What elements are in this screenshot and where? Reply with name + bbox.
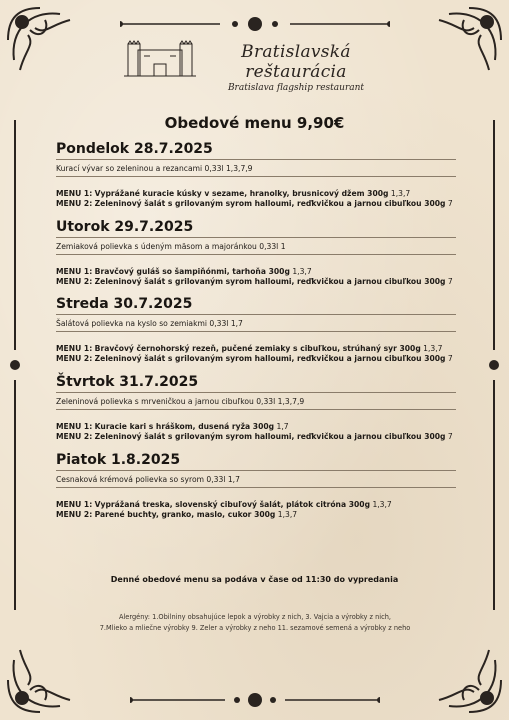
menu2-line xyxy=(56,354,456,364)
menu2-allergens: 7 xyxy=(447,277,453,286)
soup-line: Zemiaková polievka s údeným mäsom a majoránkou 0,33l 1 xyxy=(56,242,286,251)
brand-subtitle: Bratislava flagship restaurant xyxy=(227,83,365,93)
brand-block xyxy=(196,42,396,93)
menu2-allergens: 7 xyxy=(447,199,453,208)
serving-time-note: Denné obedové menu sa podáva v čase od 11:30 do vypredania xyxy=(110,575,399,584)
menu2-text: Parené buchty, granko, maslo, cukor 300g xyxy=(94,510,276,519)
corner-ornament-bottom-right xyxy=(419,630,509,720)
castle-logo-icon xyxy=(124,36,196,80)
menu1-allergens: 1,3,7 xyxy=(292,267,312,276)
menu2-text: Zeleninový šalát s grilovaným syrom halloumi, reďkvičkou a jarnou cibuľkou 300g xyxy=(94,432,446,441)
menu2-line xyxy=(56,277,456,287)
menu1-allergens: 1,3,7 xyxy=(423,344,443,353)
corner-ornament-top-right xyxy=(419,0,509,90)
soup-line: Cesnaková krémová polievka so syrom 0,33l 1,7 xyxy=(56,475,240,484)
menu1-text: Bravčový černohorský rezeň, pučené zemiaky s cibuľkou, strúhaný syr 300g xyxy=(94,344,421,353)
day-heading: Pondelok 28.7.2025 xyxy=(56,141,213,157)
day-heading: Štvrtok 31.7.2025 xyxy=(56,374,199,390)
top-divider-ornament xyxy=(120,14,390,34)
menu2-label: MENU 2: xyxy=(56,199,93,208)
menu2-text: Zeleninový šalát s grilovaným syrom halloumi, reďkvičkou a jarnou cibuľkou 300g xyxy=(94,354,446,363)
menu2-allergens: 7 xyxy=(447,354,453,363)
menu1-label: MENU 1: xyxy=(56,500,93,509)
day-heading: Utorok 29.7.2025 xyxy=(56,219,194,235)
menu2-allergens: 1,3,7 xyxy=(277,510,298,519)
day-divider xyxy=(56,159,456,160)
menu1-text: Vyprážané kuracie kúsky v sezame, hranolky, brusnicový džem 300g xyxy=(94,189,389,198)
allergens-line-2: 7.Mlieko a mliečne výrobky 9. Zeler a výrobky z neho 11. sezamové semená a výrobky z neho xyxy=(99,624,411,632)
corner-ornament-top-left xyxy=(0,0,90,90)
menu2-line xyxy=(56,510,456,520)
menu1-line xyxy=(56,500,456,510)
menu2-line xyxy=(56,432,456,442)
menu1-allergens: 1,3,7 xyxy=(390,189,411,198)
corner-ornament-bottom-left xyxy=(0,630,90,720)
menu1-line xyxy=(56,422,456,432)
day-divider xyxy=(56,470,456,471)
menu2-label: MENU 2: xyxy=(56,277,93,286)
menu1-allergens: 1,7 xyxy=(276,422,289,431)
menu2-label: MENU 2: xyxy=(56,510,93,519)
bottom-divider-ornament xyxy=(130,690,380,710)
day-section-wednesday xyxy=(56,296,456,364)
day-section-friday xyxy=(56,452,456,520)
right-border-line-upper xyxy=(493,120,495,350)
menu-title: Obedové menu 9,90€ xyxy=(164,114,345,132)
menu1-label: MENU 1: xyxy=(56,267,93,276)
menu1-allergens: 1,3,7 xyxy=(372,500,392,509)
left-border-dot xyxy=(10,360,20,370)
menu1-label: MENU 1: xyxy=(56,344,93,353)
day-heading: Piatok 1.8.2025 xyxy=(56,452,181,468)
day-heading: Streda 30.7.2025 xyxy=(56,296,193,312)
brand-title: Bratislavská reštaurácia xyxy=(241,42,351,82)
day-divider xyxy=(56,392,456,393)
day-section-thursday xyxy=(56,374,456,442)
menu1-label: MENU 1: xyxy=(56,422,93,431)
allergens-legend xyxy=(60,612,450,634)
menu1-text: Bravčový guláš so šampiňónmi, tarhoňa 300g xyxy=(94,267,290,276)
day-section-tuesday xyxy=(56,219,456,287)
day-divider xyxy=(56,314,456,315)
menu2-label: MENU 2: xyxy=(56,354,93,363)
menu1-text: Vyprážaná treska, slovenský cibuľový šalát, plátok citróna 300g xyxy=(94,500,371,509)
soup-line: Kurací vývar so zeleninou a rezancami 0,33l 1,3,7,9 xyxy=(56,164,253,173)
soup-line: Šalátová polievka na kyslo so zemiakmi 0,33l 1,7 xyxy=(56,319,243,328)
menu2-label: MENU 2: xyxy=(56,432,93,441)
menu1-text: Kuracie kari s hráškom, dusená ryža 300g xyxy=(94,422,275,431)
day-divider xyxy=(56,237,456,238)
day-section-monday xyxy=(56,141,456,209)
menu2-text: Zeleninový šalát s grilovaným syrom halloumi, reďkvičkou a jarnou cibuľkou 300g xyxy=(94,199,446,208)
menu2-allergens: 7 xyxy=(447,432,453,441)
soup-line: Zeleninová polievka s mrveničkou a jarnou cibuľkou 0,33l 1,3,7,9 xyxy=(56,397,305,406)
menu1-label: MENU 1: xyxy=(56,189,93,198)
right-border-dot xyxy=(489,360,499,370)
allergens-line-1: Alergény: 1.Obilniny obsahujúce lepok a výrobky z nich, 3. Vajcia a výrobky z nich, xyxy=(118,613,392,621)
menu2-line xyxy=(56,199,456,209)
left-border-line-upper xyxy=(14,120,16,350)
menu1-line xyxy=(56,267,456,277)
menu1-line xyxy=(56,344,456,354)
menu2-text: Zeleninový šalát s grilovaným syrom halloumi, reďkvičkou a jarnou cibuľkou 300g xyxy=(94,277,446,286)
menu1-line xyxy=(56,189,456,199)
